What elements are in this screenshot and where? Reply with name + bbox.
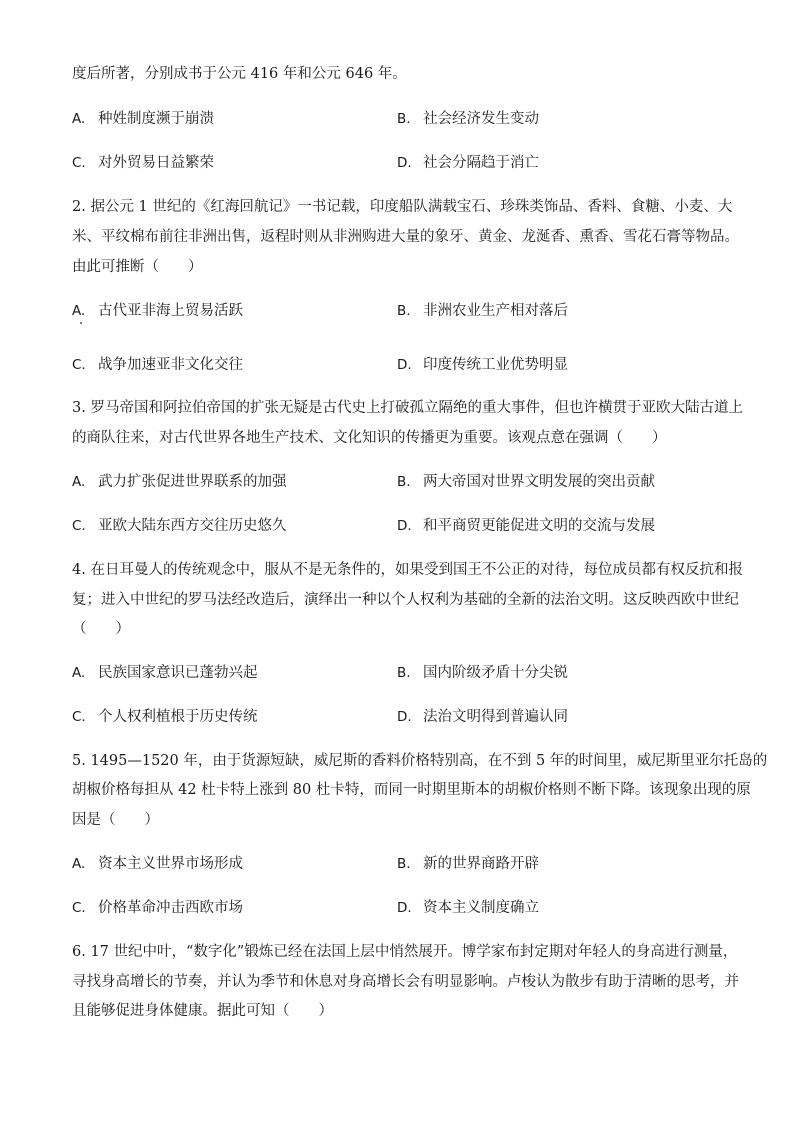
option-letter: C. xyxy=(72,518,86,534)
option-text: 国内阶级矛盾十分尖锐 xyxy=(423,665,568,681)
option-text: 武力扩张促进世界联系的加强 xyxy=(98,474,287,490)
q2-option-b[interactable] xyxy=(397,301,568,321)
option-text: 个人权利植根于历史传统 xyxy=(98,709,258,725)
option-letter: D. xyxy=(397,357,412,373)
q3-stem-line-1: 3. 罗马帝国和阿拉伯帝国的扩张无疑是古代史上打破孤立隔绝的重大事件，但也许横贯于亚欧大陆古道上 xyxy=(72,400,743,416)
option-text: 两大帝国对世界文明发展的突出贡献 xyxy=(423,474,655,490)
option-letter: D. xyxy=(397,155,412,171)
q5-option-b[interactable] xyxy=(397,854,539,874)
option-letter: A. xyxy=(72,856,86,872)
q1-option-a[interactable] xyxy=(72,109,214,129)
q6-stem-line-3: 且能够促进身体健康。据此可知（ ） xyxy=(72,1003,333,1019)
option-text: 战争加速亚非文化交往 xyxy=(98,357,243,373)
q5-option-a[interactable] xyxy=(72,854,243,874)
q5-option-c[interactable] xyxy=(72,898,243,918)
q3-option-b[interactable] xyxy=(397,472,655,492)
option-text: 民族国家意识已蓬勃兴起 xyxy=(98,665,258,681)
option-text: 古代亚非海上贸易活跃 xyxy=(98,303,243,319)
option-text: 新的世界商路开辟 xyxy=(423,856,539,872)
option-text: 价格革命冲击西欧市场 xyxy=(98,900,243,916)
q3-stem-line-2: 的商队往来，对古代世界各地生产技术、文化知识的传播更为重要。该观点意在强调（ ） xyxy=(72,430,667,446)
q6-stem-line-2: 寻找身高增长的节奏，并认为季节和休息对身高增长会有明显影响。卢梭认为散步有助于清晰的思考，并 xyxy=(72,974,739,990)
option-letter: A. xyxy=(72,474,86,490)
q4-stem-line-1: 4. 在日耳曼人的传统观念中，服从不是无条件的，如果受到国王不公正的对待，每位成员都有权反抗和报 xyxy=(72,562,743,578)
option-text: 种姓制度濒于崩溃 xyxy=(98,111,214,127)
option-letter: D. xyxy=(397,900,412,916)
option-letter: A. xyxy=(72,665,86,681)
option-letter: C. xyxy=(72,155,86,171)
q5-option-d[interactable] xyxy=(397,898,539,918)
q2-option-c[interactable] xyxy=(72,355,243,375)
q4-option-b[interactable] xyxy=(397,663,568,683)
stray-dot-mark xyxy=(80,322,82,324)
option-text: 印度传统工业优势明显 xyxy=(423,357,568,373)
option-letter: A. xyxy=(72,111,86,127)
option-text: 法治文明得到普遍认同 xyxy=(423,709,568,725)
q3-option-a[interactable] xyxy=(72,472,287,492)
option-text: 社会经济发生变动 xyxy=(423,111,539,127)
option-text: 资本主义制度确立 xyxy=(423,900,539,916)
option-letter: B. xyxy=(397,111,411,127)
option-letter: C. xyxy=(72,900,86,916)
q1-option-d[interactable] xyxy=(397,153,539,173)
option-letter: C. xyxy=(72,357,86,373)
q2-option-d[interactable] xyxy=(397,355,568,375)
q3-option-d[interactable] xyxy=(397,516,655,536)
option-text: 非洲农业生产相对落后 xyxy=(423,303,568,319)
option-text: 资本主义世界市场形成 xyxy=(98,856,243,872)
option-letter: B. xyxy=(397,303,411,319)
q4-option-a[interactable] xyxy=(72,663,258,683)
q5-stem-line-1: 5. 1495—1520 年，由于货源短缺，威尼斯的香料价格特别高，在不到 5 年的时间里，威尼斯里亚尔托岛的 xyxy=(72,753,768,769)
q2-option-a[interactable] xyxy=(72,301,243,321)
option-text: 亚欧大陆东西方交往历史悠久 xyxy=(98,518,287,534)
q2-stem-line-1: 2. 据公元 1 世纪的《红海回航记》一书记载，印度船队满载宝石、珍珠类饰品、香料、食糖、小麦、大 xyxy=(72,199,733,215)
option-letter: B. xyxy=(397,665,411,681)
q6-stem-line-1: 6. 17 世纪中叶，“数字化”锻炼已经在法国上层中悄然展开。博学家布封定期对年轻人的身高进行测量， xyxy=(72,944,738,960)
q2-stem-line-3: 由此可推断（ ） xyxy=(72,259,203,275)
option-text: 社会分隔趋于消亡 xyxy=(423,155,539,171)
q3-option-c[interactable] xyxy=(72,516,287,536)
option-letter: D. xyxy=(397,709,412,725)
option-letter: C. xyxy=(72,709,86,725)
q4-option-c[interactable] xyxy=(72,707,258,727)
q1-stem-tail: 度后所著，分别成书于公元 416 年和公元 646 年。 xyxy=(72,66,407,82)
q5-stem-line-2: 胡椒价格每担从 42 杜卡特上涨到 80 杜卡特，而同一时期里斯本的胡椒价格则不断下降。该现象出现的原 xyxy=(72,782,751,798)
q1-option-c[interactable] xyxy=(72,153,214,173)
q4-option-d[interactable] xyxy=(397,707,568,727)
q1-option-b[interactable] xyxy=(397,109,539,129)
q2-stem-line-2: 米、平纹棉布前往非洲出售，返程时则从非洲购进大量的象牙、黄金、龙涎香、熏香、雪花石膏等物品。 xyxy=(72,229,739,245)
option-letter: B. xyxy=(397,474,411,490)
option-letter: B. xyxy=(397,856,411,872)
option-letter: A. xyxy=(72,303,86,319)
option-text: 和平商贸更能促进文明的交流与发展 xyxy=(423,518,655,534)
option-text: 对外贸易日益繁荣 xyxy=(98,155,214,171)
option-letter: D. xyxy=(397,518,412,534)
q4-stem-line-3: （ ） xyxy=(72,621,130,637)
q5-stem-line-3: 因是（ ） xyxy=(72,812,159,828)
q4-stem-line-2: 复；进入中世纪的罗马法经改造后，演绎出一种以个人权利为基础的全新的法治文明。这反映西欧中世纪 xyxy=(72,592,739,608)
